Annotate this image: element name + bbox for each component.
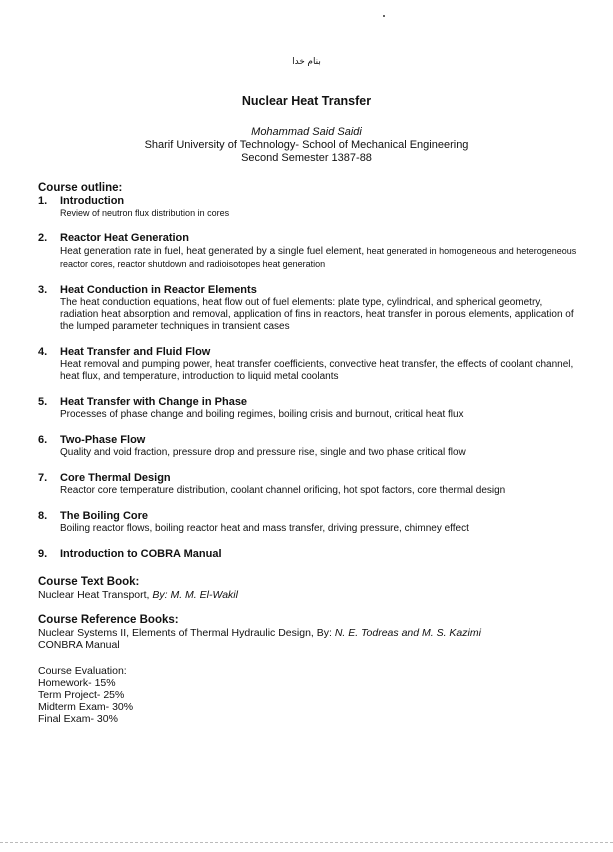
basmala: بنام خدا bbox=[292, 56, 321, 66]
evaluation-section bbox=[38, 665, 578, 725]
reference-heading: Course Reference Books: bbox=[38, 614, 179, 626]
topic-title: Two-Phase Flow bbox=[60, 434, 146, 446]
topic-description: Heat removal and pumping power, heat transfer coefficients, convective heat transfer, the effects of coolant channel, heat flux, and temperature, introduction to liquid metal coolants bbox=[60, 359, 574, 382]
semester: Second Semester 1387-88 bbox=[241, 152, 372, 164]
topic-number: 3. bbox=[38, 284, 48, 296]
course-content bbox=[38, 182, 578, 725]
outline-topic bbox=[38, 346, 578, 383]
outline-topic bbox=[38, 510, 578, 535]
topic-title: The Boiling Core bbox=[60, 510, 148, 522]
topic-number: 5. bbox=[38, 396, 48, 408]
reference-line bbox=[38, 627, 578, 639]
outline-topic bbox=[38, 284, 578, 333]
outline-topic bbox=[38, 232, 578, 271]
outline-topic bbox=[38, 195, 578, 219]
outline-heading: Course outline: bbox=[38, 182, 123, 194]
topic-title: Heat Transfer and Fluid Flow bbox=[60, 346, 211, 358]
textbook-section bbox=[38, 576, 578, 601]
evaluation-item: Final Exam- 30% bbox=[38, 713, 118, 725]
textbook-line bbox=[38, 589, 578, 601]
topic-title: Reactor Heat Generation bbox=[60, 232, 189, 244]
topic-description: Boiling reactor flows, boiling reactor heat and mass transfer, driving pressure, chimney effect bbox=[60, 523, 469, 534]
textbook-author: By: M. M. El-Wakil bbox=[152, 589, 238, 601]
topic-description: Reactor core temperature distribution, coolant channel orificing, hot spot factors, core thermal design bbox=[60, 485, 506, 496]
scan-speck bbox=[383, 15, 385, 17]
topic-number: 4. bbox=[38, 346, 48, 358]
topic-number: 7. bbox=[38, 472, 48, 484]
topic-title: Core Thermal Design bbox=[60, 472, 171, 484]
outline-topic bbox=[38, 396, 578, 421]
outline-topic bbox=[38, 472, 578, 497]
topic-title: Heat Transfer with Change in Phase bbox=[60, 396, 248, 408]
topic-description: Processes of phase change and boiling regimes, boiling crisis and burnout, critical heat flux bbox=[60, 409, 464, 420]
topic-description-part: Heat generation rate in fuel, heat generated by a single fuel element, bbox=[60, 246, 365, 257]
reference-line: CONBRA Manual bbox=[38, 639, 120, 651]
affiliation: Sharif University of Technology- School of Mechanical Engineering bbox=[144, 139, 469, 151]
textbook-heading: Course Text Book: bbox=[38, 576, 140, 588]
topic-number: 2. bbox=[38, 232, 48, 244]
topic-number: 1. bbox=[38, 195, 48, 207]
topic-description: The heat conduction equations, heat flow out of fuel elements: plate type, cylindrical, and spherical geometry, radiation heat absorption and removal, application of fins in reactors, heat transfer in porous elements, application of the lumped parameter techniques in transient cases bbox=[60, 297, 574, 332]
topic-title: Heat Conduction in Reactor Elements bbox=[60, 284, 257, 296]
topic-title: Introduction bbox=[60, 195, 125, 207]
evaluation-item: Term Project- 25% bbox=[38, 689, 125, 701]
topic-description: Quality and void fraction, pressure drop and pressure rise, single and two phase critical flow bbox=[60, 447, 466, 458]
topic-title: Introduction to COBRA Manual bbox=[60, 548, 222, 560]
outline-topic bbox=[38, 548, 578, 561]
page-title: Nuclear Heat Transfer bbox=[241, 94, 372, 108]
reference-title: Nuclear Systems II, Elements of Thermal Hydraulic Design, By: bbox=[38, 627, 332, 639]
topic-description-part: heat generated in homogeneous and heterogeneous reactor cores, reactor shutdown and radioisotopes heat generation bbox=[60, 246, 577, 269]
topic-description bbox=[60, 245, 578, 271]
textbook-title: Nuclear Heat Transport, bbox=[38, 589, 153, 601]
evaluation-item: Homework- 15% bbox=[38, 677, 116, 689]
outline-topic bbox=[38, 434, 578, 459]
evaluation-heading: Course Evaluation: bbox=[38, 665, 127, 677]
reference-authors: N. E. Todreas and M. S. Kazimi bbox=[331, 627, 481, 639]
topic-description: Review of neutron flux distribution in cores bbox=[60, 208, 230, 218]
evaluation-item: Midterm Exam- 30% bbox=[38, 701, 134, 713]
author-block bbox=[0, 126, 613, 165]
topic-number: 9. bbox=[38, 548, 48, 560]
topic-number: 6. bbox=[38, 434, 48, 446]
author-name: Mohammad Said Saidi bbox=[251, 126, 362, 138]
reference-section bbox=[38, 614, 578, 651]
topic-number: 8. bbox=[38, 510, 48, 522]
scan-edge-line bbox=[0, 842, 613, 843]
